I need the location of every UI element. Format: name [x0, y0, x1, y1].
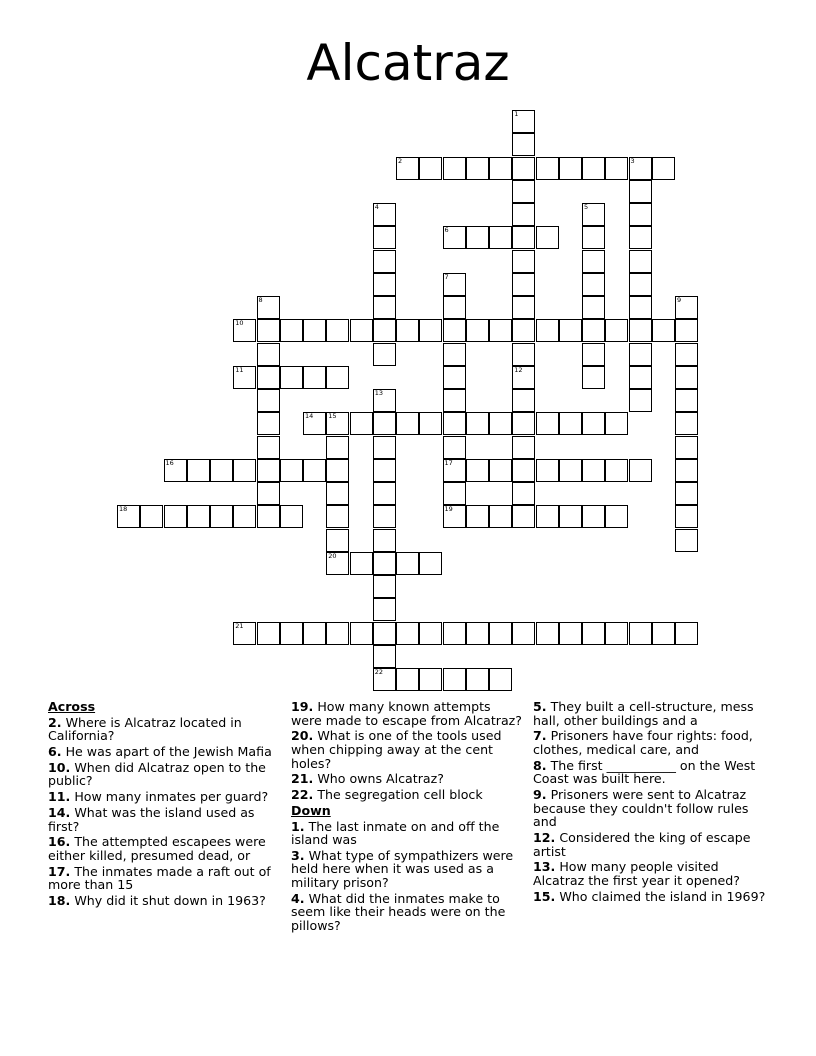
clue-item: [48, 865, 280, 892]
grid-cell[interactable]: [257, 296, 280, 319]
clue-list: [0, 700, 816, 1040]
grid-cell[interactable]: [396, 622, 419, 645]
grid-cell[interactable]: [675, 319, 698, 342]
grid-cell[interactable]: [466, 412, 489, 435]
grid-cell[interactable]: [512, 250, 535, 273]
cell-number: 10: [235, 319, 244, 328]
grid-cell[interactable]: [652, 622, 675, 645]
grid-cell[interactable]: [326, 412, 349, 435]
grid-cell[interactable]: [443, 343, 466, 366]
grid-cell[interactable]: [629, 366, 652, 389]
grid-cell[interactable]: [280, 622, 303, 645]
grid-cell[interactable]: [443, 273, 466, 296]
grid-cell[interactable]: [605, 622, 628, 645]
clue-text: What was the island used as first?: [48, 804, 255, 834]
grid-cell[interactable]: [373, 668, 396, 691]
grid-cell[interactable]: [536, 622, 559, 645]
grid-cell[interactable]: [582, 226, 605, 249]
grid-cell[interactable]: [489, 157, 512, 180]
grid-cell[interactable]: [559, 319, 582, 342]
grid-cell[interactable]: [629, 250, 652, 273]
grid-cell[interactable]: [582, 157, 605, 180]
clue-item: [48, 745, 280, 759]
grid-cell[interactable]: [373, 575, 396, 598]
clue-section-heading: Across: [48, 699, 96, 714]
grid-cell[interactable]: [443, 459, 466, 482]
grid-cell[interactable]: [605, 319, 628, 342]
grid-cell[interactable]: [582, 273, 605, 296]
clue-number: 9.: [533, 787, 547, 803]
cell-number: 2: [398, 156, 403, 165]
clue-item: [48, 806, 280, 833]
grid-cell[interactable]: [512, 319, 535, 342]
grid-cell[interactable]: [396, 157, 419, 180]
clue-item: [533, 831, 773, 858]
grid-cell[interactable]: [233, 622, 256, 645]
clue-item: [48, 894, 280, 908]
grid-cell[interactable]: [466, 505, 489, 528]
clue-text: Considered the king of escape artist: [533, 830, 751, 859]
grid-cell[interactable]: [373, 598, 396, 621]
grid-cell[interactable]: [582, 622, 605, 645]
grid-cell[interactable]: [582, 203, 605, 226]
grid-cell[interactable]: [419, 622, 442, 645]
grid-cell[interactable]: [257, 622, 280, 645]
grid-cell[interactable]: [675, 436, 698, 459]
grid-cell[interactable]: [373, 226, 396, 249]
grid-cell[interactable]: [443, 622, 466, 645]
clue-text: The segregation cell block: [317, 787, 483, 803]
grid-cell[interactable]: [326, 552, 349, 575]
cell-number: 19: [444, 505, 453, 514]
grid-cell[interactable]: [512, 180, 535, 203]
grid-cell[interactable]: [419, 157, 442, 180]
cell-number: 5: [584, 203, 589, 211]
clue-item: [291, 729, 525, 770]
clue-number: 3.: [291, 847, 305, 863]
grid-cell[interactable]: [512, 273, 535, 296]
grid-cell[interactable]: [373, 389, 396, 412]
grid-cell[interactable]: [629, 157, 652, 180]
grid-cell[interactable]: [257, 459, 280, 482]
grid-cell[interactable]: [257, 482, 280, 505]
grid-cell[interactable]: [233, 366, 256, 389]
puzzle-title: Alcatraz: [306, 34, 510, 92]
grid-cell[interactable]: [629, 203, 652, 226]
grid-cell[interactable]: [512, 436, 535, 459]
grid-cell[interactable]: [675, 412, 698, 435]
grid-cell[interactable]: [396, 319, 419, 342]
clue-column-2: [291, 700, 525, 935]
grid-cell[interactable]: [605, 412, 628, 435]
clue-text: Prisoners have four rights: food, clothes, medical care, and: [533, 728, 753, 757]
grid-cell[interactable]: [559, 622, 582, 645]
grid-cell[interactable]: [629, 226, 652, 249]
clue-text: The inmates made a raft out of more than 15: [48, 863, 271, 893]
grid-cell[interactable]: [536, 319, 559, 342]
grid-cell[interactable]: [326, 622, 349, 645]
grid-cell[interactable]: [373, 203, 396, 226]
grid-cell[interactable]: [512, 366, 535, 389]
grid-cell[interactable]: [396, 668, 419, 691]
grid-cell[interactable]: [373, 529, 396, 552]
clue-item: [291, 892, 525, 933]
cell-number: 22: [374, 668, 384, 676]
grid-cell[interactable]: [512, 226, 535, 249]
grid-cell[interactable]: [629, 273, 652, 296]
grid-cell[interactable]: [419, 552, 442, 575]
grid-cell[interactable]: [443, 296, 466, 319]
clue-text: He was apart of the Jewish Mafia: [65, 743, 272, 759]
grid-cell[interactable]: [350, 622, 373, 645]
grid-cell[interactable]: [280, 366, 303, 389]
grid-cell[interactable]: [512, 110, 535, 133]
grid-cell[interactable]: [559, 412, 582, 435]
grid-cell[interactable]: [489, 505, 512, 528]
grid-cell[interactable]: [396, 552, 419, 575]
grid-cell[interactable]: [489, 319, 512, 342]
grid-cell[interactable]: [373, 645, 396, 668]
grid-cell[interactable]: [326, 482, 349, 505]
grid-cell[interactable]: [443, 436, 466, 459]
grid-cell[interactable]: [536, 412, 559, 435]
grid-cell[interactable]: [326, 459, 349, 482]
cell-number: 7: [444, 272, 449, 281]
grid-cell[interactable]: [303, 319, 326, 342]
grid-cell[interactable]: [373, 482, 396, 505]
clue-number: 16.: [48, 834, 71, 850]
grid-cell[interactable]: [512, 459, 535, 482]
grid-cell[interactable]: [443, 412, 466, 435]
grid-cell[interactable]: [629, 180, 652, 203]
grid-cell[interactable]: [419, 412, 442, 435]
grid-cell[interactable]: [466, 459, 489, 482]
grid-cell[interactable]: [280, 319, 303, 342]
grid-cell[interactable]: [373, 436, 396, 459]
grid-cell[interactable]: [605, 157, 628, 180]
grid-cell[interactable]: [117, 505, 140, 528]
grid-cell[interactable]: [233, 505, 256, 528]
clue-text: Where is Alcatraz located in California?: [48, 714, 242, 744]
clue-item: [533, 759, 773, 786]
grid-cell[interactable]: [373, 552, 396, 575]
clue-number: 8.: [533, 757, 547, 773]
clue-number: 5.: [533, 699, 547, 714]
grid-cell[interactable]: [419, 319, 442, 342]
grid-cell[interactable]: [675, 529, 698, 552]
grid-cell[interactable]: [396, 412, 419, 435]
grid-cell[interactable]: [582, 459, 605, 482]
grid-cell[interactable]: [512, 296, 535, 319]
grid-cell[interactable]: [629, 459, 652, 482]
grid-cell[interactable]: [187, 505, 210, 528]
grid-cell[interactable]: [466, 668, 489, 691]
grid-cell[interactable]: [326, 529, 349, 552]
cell-number: 16: [165, 458, 174, 467]
clue-column-1: [48, 700, 280, 910]
clue-item: [291, 700, 525, 727]
clue-number: 12.: [533, 830, 556, 846]
grid-cell[interactable]: [210, 459, 233, 482]
grid-cell[interactable]: [675, 505, 698, 528]
grid-cell[interactable]: [257, 343, 280, 366]
grid-cell[interactable]: [350, 319, 373, 342]
clue-text: Prisoners were sent to Alcatraz because they couldn't follow rules and: [533, 787, 749, 830]
clue-text: The attempted escapees were either killed, presumed dead, or: [48, 834, 266, 863]
grid-cell[interactable]: [512, 505, 535, 528]
grid-cell[interactable]: [582, 505, 605, 528]
grid-cell[interactable]: [512, 203, 535, 226]
grid-cell[interactable]: [675, 622, 698, 645]
clue-text: Who owns Alcatraz?: [317, 771, 444, 787]
grid-cell[interactable]: [373, 319, 396, 342]
grid-cell[interactable]: [512, 157, 535, 180]
grid-cell[interactable]: [466, 622, 489, 645]
clue-number: 21.: [291, 771, 314, 787]
grid-cell[interactable]: [443, 389, 466, 412]
clue-item: [48, 790, 280, 804]
clue-item: [48, 835, 280, 862]
grid-cell[interactable]: [466, 226, 489, 249]
grid-cell[interactable]: [373, 296, 396, 319]
grid-cell[interactable]: [629, 319, 652, 342]
grid-cell[interactable]: [373, 459, 396, 482]
grid-cell[interactable]: [675, 296, 698, 319]
grid-cell[interactable]: [675, 366, 698, 389]
grid-cell[interactable]: [489, 226, 512, 249]
clue-number: 11.: [48, 789, 71, 805]
clue-item: [533, 729, 773, 756]
grid-cell[interactable]: [629, 622, 652, 645]
grid-cell[interactable]: [350, 552, 373, 575]
grid-cell[interactable]: [512, 133, 535, 156]
clue-item: [533, 788, 773, 829]
clue-item: [291, 849, 525, 890]
grid-cell[interactable]: [489, 412, 512, 435]
grid-cell[interactable]: [443, 366, 466, 389]
cell-number: 4: [374, 203, 379, 211]
grid-cell[interactable]: [512, 389, 535, 412]
clue-text: How many inmates per guard?: [74, 789, 269, 805]
grid-cell[interactable]: [373, 273, 396, 296]
grid-cell[interactable]: [559, 505, 582, 528]
cell-number: 14: [305, 412, 314, 421]
grid-cell[interactable]: [257, 436, 280, 459]
clue-number: 1.: [291, 818, 305, 834]
clue-text: When did Alcatraz open to the public?: [48, 759, 266, 789]
grid-cell[interactable]: [233, 459, 256, 482]
grid-cell[interactable]: [675, 389, 698, 412]
grid-cell[interactable]: [559, 459, 582, 482]
clue-item: [48, 716, 280, 743]
clue-item: [533, 700, 773, 727]
clue-text: The last inmate on and off the island was: [291, 818, 500, 848]
grid-cell[interactable]: [303, 459, 326, 482]
clue-text: Why did it shut down in 1963?: [74, 893, 266, 909]
grid-cell[interactable]: [443, 226, 466, 249]
grid-cell[interactable]: [373, 622, 396, 645]
grid-cell[interactable]: [652, 319, 675, 342]
clue-column-3: [533, 700, 773, 906]
grid-cell[interactable]: [443, 668, 466, 691]
grid-cell[interactable]: [303, 366, 326, 389]
grid-cell[interactable]: [419, 668, 442, 691]
grid-cell[interactable]: [326, 366, 349, 389]
cell-number: 1: [514, 110, 519, 118]
grid-cell[interactable]: [582, 343, 605, 366]
grid-cell[interactable]: [629, 296, 652, 319]
grid-cell[interactable]: [373, 412, 396, 435]
grid-cell[interactable]: [373, 250, 396, 273]
grid-cell[interactable]: [536, 226, 559, 249]
grid-cell[interactable]: [512, 482, 535, 505]
grid-cell[interactable]: [326, 505, 349, 528]
grid-cell[interactable]: [536, 505, 559, 528]
clue-text: Who claimed the island in 1969?: [559, 888, 766, 904]
clue-text: What did the inmates make to seem like their heads were on the pillows?: [291, 890, 506, 934]
grid-cell[interactable]: [466, 157, 489, 180]
grid-cell[interactable]: [140, 505, 163, 528]
grid-cell[interactable]: [233, 319, 256, 342]
cell-number: 17: [444, 458, 453, 467]
grid-cell[interactable]: [489, 622, 512, 645]
clue-text: How many known attempts were made to escape from Alcatraz?: [291, 699, 522, 728]
grid-cell[interactable]: [675, 482, 698, 505]
grid-cell[interactable]: [443, 505, 466, 528]
grid-cell[interactable]: [326, 319, 349, 342]
grid-cell[interactable]: [257, 389, 280, 412]
grid-cell[interactable]: [164, 505, 187, 528]
grid-cell[interactable]: [489, 459, 512, 482]
grid-cell[interactable]: [652, 157, 675, 180]
grid-cell[interactable]: [582, 250, 605, 273]
clue-number: 19.: [291, 699, 314, 714]
cell-number: 15: [328, 412, 337, 421]
clue-item: [533, 890, 773, 904]
grid-cell[interactable]: [350, 412, 373, 435]
grid-cell[interactable]: [512, 343, 535, 366]
grid-cell[interactable]: [443, 482, 466, 505]
grid-cell[interactable]: [582, 296, 605, 319]
grid-cell[interactable]: [536, 459, 559, 482]
clue-item: [291, 788, 525, 802]
clue-number: 7.: [533, 728, 547, 744]
clue-item: [291, 772, 525, 786]
grid-cell[interactable]: [280, 459, 303, 482]
clue-text: What is one of the tools used when chipping away at the cent holes?: [291, 728, 502, 771]
grid-cell[interactable]: [373, 343, 396, 366]
grid-cell[interactable]: [536, 157, 559, 180]
cell-number: 3: [630, 156, 635, 165]
grid-cell[interactable]: [512, 412, 535, 435]
clue-number: 20.: [291, 728, 314, 744]
cell-number: 8: [258, 296, 263, 304]
grid-cell[interactable]: [303, 622, 326, 645]
grid-cell[interactable]: [512, 622, 535, 645]
clue-text: What type of sympathizers were held here when it was used as a military prison?: [291, 847, 514, 891]
cell-number: 9: [677, 296, 682, 304]
clue-number: 2.: [48, 714, 62, 730]
clue-number: 17.: [48, 863, 71, 879]
grid-cell[interactable]: [443, 319, 466, 342]
grid-cell[interactable]: [443, 157, 466, 180]
grid-cell[interactable]: [187, 459, 210, 482]
grid-cell[interactable]: [605, 505, 628, 528]
cell-number: 11: [235, 365, 244, 374]
cell-number: 6: [444, 226, 449, 235]
clue-number: 10.: [48, 759, 71, 775]
cell-number: 18: [119, 505, 128, 514]
grid-cell[interactable]: [257, 366, 280, 389]
grid-cell[interactable]: [629, 343, 652, 366]
clue-item: [48, 761, 280, 788]
grid-cell[interactable]: [280, 505, 303, 528]
clue-section-heading: Down: [291, 802, 331, 818]
grid-cell[interactable]: [210, 505, 233, 528]
grid-cell[interactable]: [373, 505, 396, 528]
clue-text: They built a cell-structure, mess hall, other buildings and a: [533, 699, 754, 728]
grid-cell[interactable]: [326, 436, 349, 459]
grid-cell[interactable]: [257, 505, 280, 528]
cell-number: 13: [374, 389, 384, 397]
clue-item: [533, 860, 773, 887]
grid-cell[interactable]: [675, 459, 698, 482]
cell-number: 12: [514, 365, 523, 374]
clue-text: The first ___________ on the West Coast was built here.: [533, 757, 756, 787]
cell-number: 20: [328, 551, 337, 560]
grid-cell[interactable]: [582, 366, 605, 389]
clue-number: 13.: [533, 859, 556, 875]
clue-number: 18.: [48, 893, 71, 909]
clue-number: 4.: [291, 890, 305, 906]
cell-number: 21: [235, 621, 244, 630]
grid-cell[interactable]: [559, 157, 582, 180]
grid-cell[interactable]: [164, 459, 187, 482]
clue-number: 14.: [48, 804, 71, 820]
grid-cell[interactable]: [257, 412, 280, 435]
clue-number: 22.: [291, 787, 314, 803]
grid-cell[interactable]: [629, 389, 652, 412]
grid-cell[interactable]: [582, 319, 605, 342]
clue-number: 6.: [48, 743, 62, 759]
grid-cell[interactable]: [605, 459, 628, 482]
clue-item: [291, 820, 525, 847]
grid-cell[interactable]: [303, 412, 326, 435]
grid-cell[interactable]: [489, 668, 512, 691]
grid-cell[interactable]: [257, 319, 280, 342]
clue-number: 15.: [533, 888, 556, 904]
clue-text: How many people visited Alcatraz the first year it opened?: [533, 859, 740, 889]
grid-cell[interactable]: [466, 319, 489, 342]
grid-cell[interactable]: [675, 343, 698, 366]
grid-cell[interactable]: [582, 412, 605, 435]
